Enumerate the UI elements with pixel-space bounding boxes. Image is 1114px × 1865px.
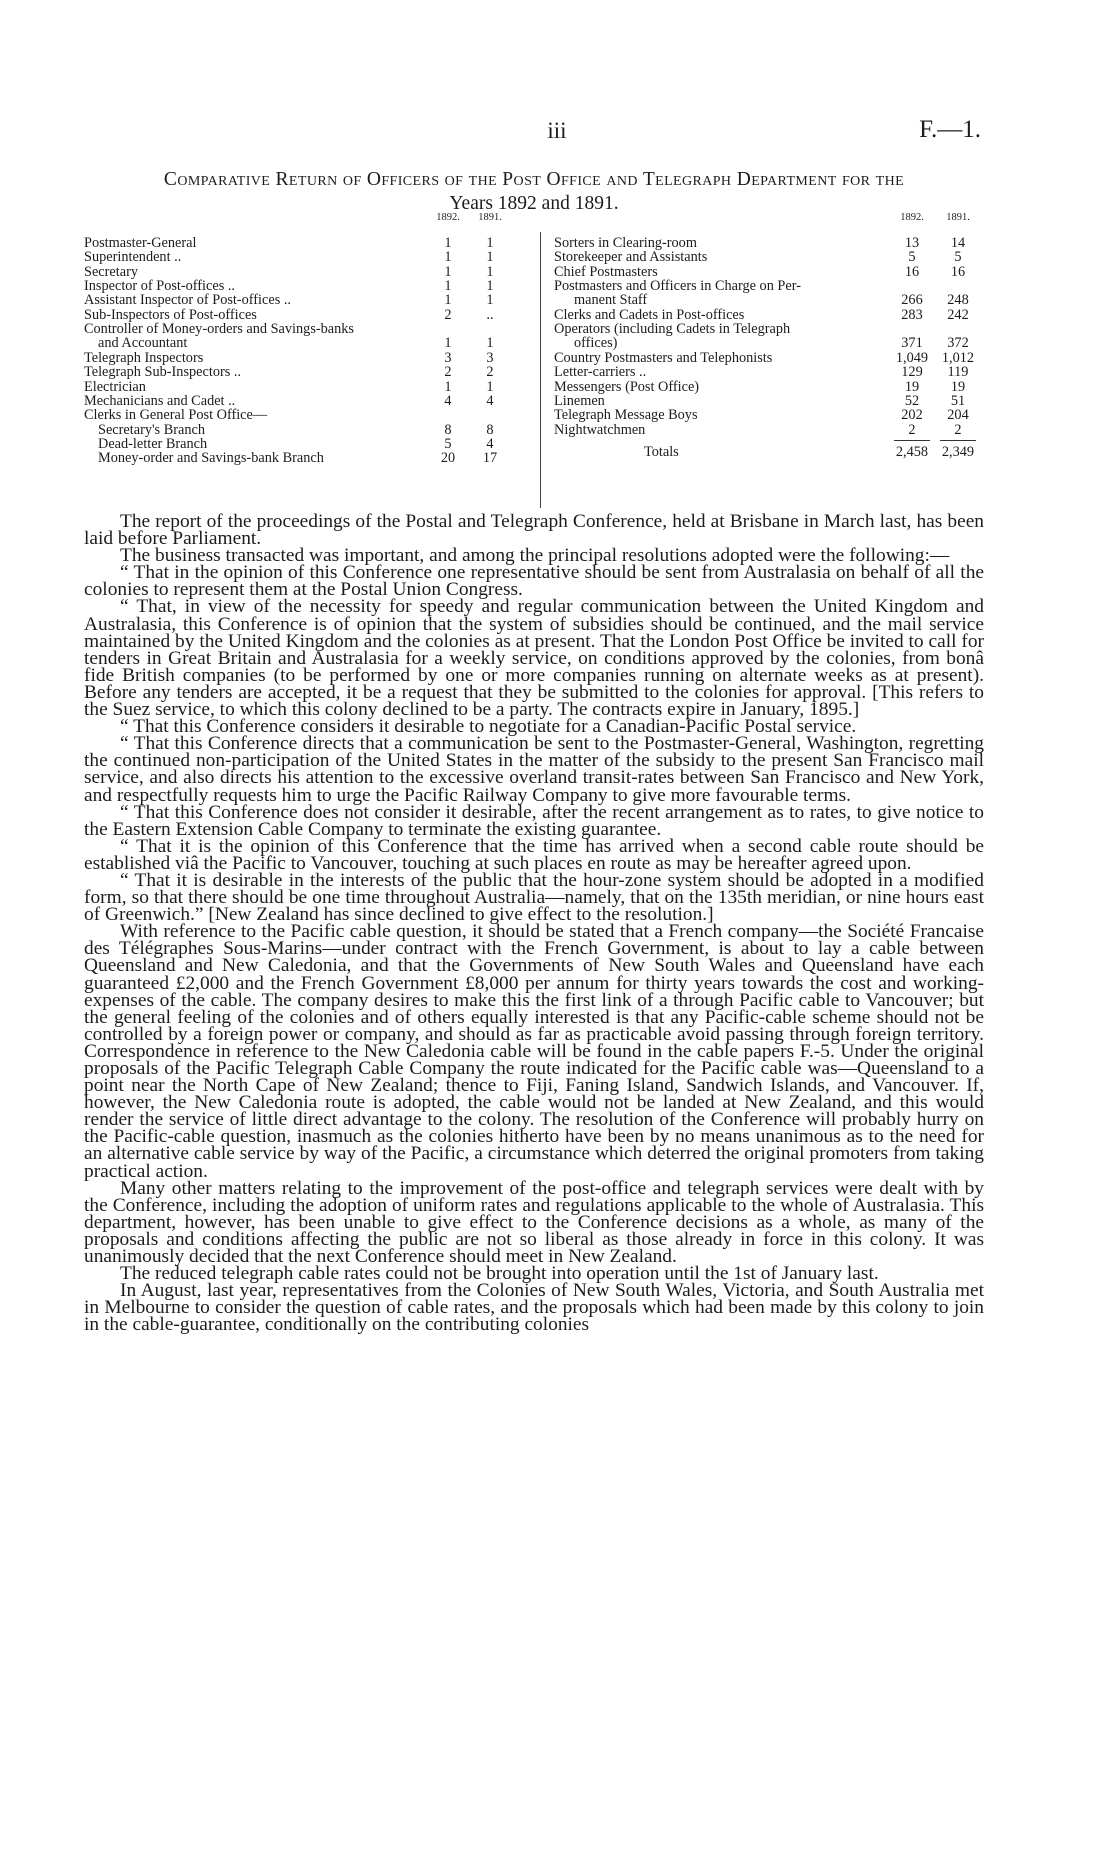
year-header-1892-right: 1892. xyxy=(900,212,924,223)
value-1892: 2 xyxy=(908,421,916,438)
value-1891: 242 xyxy=(947,306,969,323)
value-1891: 1,012 xyxy=(941,349,975,366)
body-paragraph: In August, last year, representatives from the Colonies of New South Wales, Victoria, and South Australia met in Melbourne to consider the question of cable rates, and the proposals which had been made by this colony to join in the cable-guarantee, conditionally on the contributing colonies xyxy=(84,1280,984,1336)
value-1891: 16 xyxy=(950,263,966,280)
document-reference: F.—1. xyxy=(919,116,981,143)
value-1891: 4 xyxy=(486,435,494,452)
value-1892: 371 xyxy=(901,335,923,352)
value-1891: 119 xyxy=(947,364,969,381)
report-body-text xyxy=(84,513,984,1334)
value-1891: 51 xyxy=(950,392,966,409)
table-title xyxy=(84,168,984,216)
row-label: Storekeeper and Assistants xyxy=(554,249,708,266)
value-1892: 8 xyxy=(444,421,452,438)
row-label: Superintendent .. xyxy=(84,249,182,266)
body-paragraph: “ That it is the opinion of this Conference that the time has arrived when a second cable route should be established viâ the Pacific to Vancouver, touching at such places en route as may be hereafter agreed upon. xyxy=(84,835,984,874)
table-title-line-2: Years 1892 and 1891. xyxy=(449,193,619,214)
row-label: Chief Postmasters xyxy=(554,263,658,280)
value-1892: 13 xyxy=(904,235,920,251)
row-label: Controller of Money-orders and Savings-banks xyxy=(84,321,355,338)
value-1891: 1 xyxy=(486,335,494,352)
value-1892: 1 xyxy=(444,335,452,352)
value-1891: 1 xyxy=(486,378,494,395)
value-1891: 1 xyxy=(486,278,494,295)
body-paragraph: With reference to the Pacific cable question, it should be stated that a French company—the Société Francaise des Télégraphes Sous-Marins—under contract with the French Government, is about to lay a cable between Queensland and New Caledonia, and that the Governments of New South Wales and Queensland have each guaranteed £2,000 and the French Government £8,000 per annum for thirty years towards the cost and working-expenses of the cable. The company desires to make this the first link of a through Pacific cable to Vancouver; but the general feeling of the colonies and of others equally interested is that any Pacific-cable scheme should not be controlled by a foreign power or company, and should as far as practicable avoid passing through foreign territory. Correspondence in reference to the New Caledonia cable will be found in the cable papers F.-5. Under the original proposals of the Pacific Telegraph Cable Company the route indicated for the Pacific cable was—Queensland to a point near the North Cape of New Zealand; thence to Fiji, Faning Island, Sandwich Islands, and Vancouver. If, however, the New Caledonia route is adopted, the cable would not be landed at New Zealand, and this would render the service of little direct advantage to the colony. The resolution of the Conference will probably hurry on the Pacific-cable question, inasmuch as the colonies hitherto have been by no means unanimous as to the need for an alternative cable service by way of the Pacific, a circumstance which deterred the original promoters from taking practical action. xyxy=(84,921,984,1182)
row-label: Postmaster-General xyxy=(84,235,197,251)
table-row xyxy=(84,450,538,467)
value-1892: 5 xyxy=(444,435,452,452)
value-1892: 1 xyxy=(444,249,452,266)
value-1892: 5 xyxy=(908,249,916,266)
table-title-line-1: Comparative Return of Officers of the Post Office and Telegraph Department for the xyxy=(163,169,905,190)
value-1891: 2 xyxy=(486,364,494,381)
value-1892: 202 xyxy=(901,407,923,424)
value-1891: 248 xyxy=(947,292,969,309)
row-label: Inspector of Post-offices .. xyxy=(84,278,236,295)
total-1891: 2,349 xyxy=(941,443,975,460)
body-paragraph: Many other matters relating to the improvement of the post-office and telegraph services were dealt with by the Conference, including the adoption of uniform rates and regulations applicable to the whole of Australasia. This department, however, has been unable to give effect to the Conference decisions as a whole, as many of the proposals and conditions affecting the public are not so liberal as those already in force in this colony. It was unanimously decided that the next Conference should meet in New Zealand. xyxy=(84,1177,984,1268)
body-paragraph: The reduced telegraph cable rates could not be brought into operation until the 1st of January last. xyxy=(120,1263,879,1285)
page-number: iii xyxy=(547,118,567,143)
row-label: Country Postmasters and Telephonists xyxy=(554,349,773,366)
value-1892: 2 xyxy=(444,364,452,381)
value-1891: 5 xyxy=(954,249,962,266)
totals-rule-1891 xyxy=(940,440,976,441)
table-row xyxy=(554,422,984,439)
row-label: Sorters in Clearing-room xyxy=(554,235,697,251)
row-label: Sub-Inspectors of Post-offices xyxy=(84,306,257,323)
column-divider xyxy=(540,232,541,508)
body-paragraph: “ That this Conference directs that a communication be sent to the Postmaster-General, Washington, regretting the continued non-participation of the United States in the matter of the subsidy to the present San Francisco mail service, and also directs his attention to the excessive overland transit-rates between San Francisco and New York, and respectfully requests him to urge the Pacific Railway Company to give more favourable terms. xyxy=(84,733,984,806)
value-1891: 2 xyxy=(954,421,962,438)
value-1892: 16 xyxy=(904,263,920,280)
value-1892: 2 xyxy=(444,306,452,323)
value-1891: 204 xyxy=(947,407,969,424)
value-1892: 129 xyxy=(901,364,923,381)
value-1892: 1,049 xyxy=(895,349,929,366)
year-header-1892: 1892. xyxy=(436,212,460,223)
year-header-1891: 1891. xyxy=(478,212,502,223)
row-label: Postmasters and Officers in Charge on Per- xyxy=(554,278,801,295)
value-1892: 20 xyxy=(440,450,456,467)
officers-return-table xyxy=(84,212,984,508)
row-label: Linemen xyxy=(554,392,605,409)
year-header-1891-right: 1891. xyxy=(946,212,970,223)
row-label: Operators (including Cadets in Telegraph xyxy=(554,321,791,338)
row-label: Nightwatchmen xyxy=(554,421,646,438)
value-1891: 14 xyxy=(950,235,966,251)
row-label: manent Staff xyxy=(574,292,648,309)
row-label: Money-order and Savings-bank Branch xyxy=(98,450,324,467)
value-1892: 266 xyxy=(901,292,923,309)
body-paragraph: “ That in the opinion of this Conference one representative should be sent from Australasia on behalf of all the colonies to represent them at the Postal Union Congress. xyxy=(84,562,984,601)
value-1892: 1 xyxy=(444,292,452,309)
row-label: Clerks and Cadets in Post-offices xyxy=(554,306,745,323)
totals-rule-1892 xyxy=(894,440,930,441)
body-paragraph: “ That this Conference does not consider it desirable, after the recent arrangement as to rates, to give notice to the Eastern Extension Cable Company to terminate the existing guarantee. xyxy=(84,801,984,840)
value-1891: 19 xyxy=(950,378,966,395)
row-label: Electrician xyxy=(84,378,146,395)
body-paragraph: The business transacted was important, and among the principal resolutions adopted were the following:— xyxy=(120,545,950,567)
row-label: Letter-carriers .. xyxy=(554,364,647,381)
value-1891: 1 xyxy=(486,235,494,251)
totals-row xyxy=(554,444,984,461)
value-1892: 1 xyxy=(444,235,452,251)
row-label: Secretary's Branch xyxy=(98,421,205,438)
value-1891: 1 xyxy=(486,263,494,280)
value-1892: 1 xyxy=(444,263,452,280)
value-1891: 1 xyxy=(486,292,494,309)
value-1891: .. xyxy=(486,306,494,323)
value-1891: 17 xyxy=(482,450,498,467)
value-1892: 1 xyxy=(444,378,452,395)
value-1892: 19 xyxy=(904,378,920,395)
row-label: Dead-letter Branch xyxy=(98,435,208,452)
row-label: Mechanicians and Cadet .. xyxy=(84,392,236,409)
value-1891: 372 xyxy=(947,335,969,352)
row-label: and Accountant xyxy=(98,335,188,352)
value-1891: 3 xyxy=(486,349,494,366)
row-label: offices) xyxy=(574,335,618,352)
value-1891: 4 xyxy=(486,392,494,409)
value-1891: 8 xyxy=(486,421,494,438)
value-1892: 1 xyxy=(444,278,452,295)
body-paragraph: “ That this Conference considers it desirable to negotiate for a Canadian-Pacific Postal service. xyxy=(120,716,857,738)
total-1892: 2,458 xyxy=(895,443,929,460)
value-1892: 52 xyxy=(904,392,920,409)
value-1892: 4 xyxy=(444,392,452,409)
row-label: Telegraph Inspectors xyxy=(84,349,204,366)
body-paragraph: “ That, in view of the necessity for speedy and regular communication between the United Kingdom and Australasia, this Conference is of opinion that the system of subsidies should be continued, and the mail service maintained by the United Kingdom and the colonies as at present. That the London Post Office be invited to call for tenders in Great Britain and Australasia for a weekly service, on conditions approved by the colonies, from bonâ fide British companies (to be performed by one or more companies running on alternate weeks as at present). Before any tenders are accepted, it be a request that they be submitted to the colonies for approval. [This refers to the Suez service, to which this colony declined to be a party. The contracts expire in January, 1895.] xyxy=(84,596,984,721)
row-label: Clerks in General Post Office— xyxy=(84,407,268,424)
value-1891: 1 xyxy=(486,249,494,266)
row-label: Secretary xyxy=(84,263,138,280)
row-label: Messengers (Post Office) xyxy=(554,378,700,395)
value-1892: 3 xyxy=(444,349,452,366)
row-label: Assistant Inspector of Post-offices .. xyxy=(84,292,292,309)
body-paragraph: The report of the proceedings of the Postal and Telegraph Conference, held at Brisbane in March last, has been laid before Parliament. xyxy=(84,511,984,550)
row-label: Telegraph Sub-Inspectors .. xyxy=(84,364,242,381)
value-1892: 283 xyxy=(901,306,923,323)
row-label: Telegraph Message Boys xyxy=(554,407,698,424)
totals-label: Totals xyxy=(644,443,679,460)
body-paragraph: “ That it is desirable in the interests of the public that the hour-zone system should be adopted in a modified form, so that there should be one time throughout Australia—namely, that on the 135th meridian, or nine hours east of Greenwich.” [New Zealand has since declined to give effect to the resolution.] xyxy=(84,869,984,926)
